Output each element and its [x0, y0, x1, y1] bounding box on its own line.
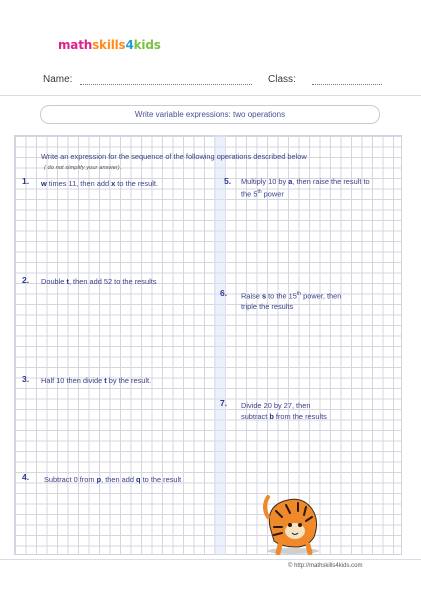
q1-mid: times 11, then add	[46, 179, 112, 188]
q2-variable-t: t	[66, 277, 69, 286]
q4-mid: , then add	[101, 475, 137, 484]
q5-pre: Multiply 10 by	[241, 177, 289, 186]
q4-pre: Subtract 0 from	[44, 475, 97, 484]
q3-pre: Half 10 then divide	[41, 376, 105, 385]
q1-post: to the result.	[115, 179, 158, 188]
logo-part-math: math	[58, 38, 93, 52]
question-3-number: 3.	[22, 374, 30, 384]
q6-superscript: th	[296, 291, 302, 297]
question-1-text	[41, 178, 158, 189]
question-6-text	[241, 289, 341, 312]
question-2-number: 2.	[22, 275, 30, 285]
q1-variable-w: w	[41, 179, 47, 188]
q6-post: power, then	[301, 291, 342, 301]
class-label: Class:	[268, 74, 296, 85]
q5-variable-a: a	[288, 177, 293, 186]
q6-mid: to the 15	[266, 291, 297, 301]
q4-variable-q: q	[136, 475, 141, 484]
footer-divider	[0, 559, 421, 560]
logo-part-4: 4	[125, 38, 134, 52]
copyright-text: © http://mathskills4kids.com	[288, 563, 363, 569]
question-5-number: 5.	[224, 176, 232, 186]
q6-pre: Raise	[241, 291, 262, 301]
question-3-text	[41, 375, 151, 386]
name-field-line[interactable]	[80, 84, 252, 85]
logo-part-kids: kids	[133, 38, 161, 52]
q4-post: to the result	[140, 475, 182, 484]
worksheet-title: Write variable expressions: two operations	[40, 105, 380, 124]
q6-variable-s: s	[261, 291, 267, 301]
question-4-number: 4.	[22, 472, 30, 482]
q5-line2-post: power	[261, 189, 284, 199]
site-logo	[58, 38, 161, 52]
question-7-text	[241, 400, 327, 422]
q3-mid: by the result.	[106, 376, 152, 385]
question-1-number: 1.	[22, 176, 30, 186]
q7-line2-pre: subtract	[241, 412, 270, 421]
q5-superscript: th	[257, 189, 262, 195]
question-2-text	[41, 276, 156, 287]
class-field-line[interactable]	[312, 84, 382, 85]
instructions-note: ( do not simplify your answer).	[44, 165, 122, 171]
q7-variable-b: b	[269, 412, 274, 421]
q7-line2-post: from the results	[273, 412, 327, 421]
q2-pre: Double	[41, 277, 67, 286]
q2-mid: , then add 52 to the results	[68, 277, 157, 286]
q7-line1: Divide 20 by 27, then	[241, 401, 311, 410]
column-divider	[214, 135, 226, 555]
q4-variable-p: p	[96, 475, 102, 484]
q6-line2: triple the results	[241, 302, 294, 312]
q5-line2-pre: the 5	[241, 189, 258, 199]
question-4-text	[44, 474, 181, 485]
q5-post: , then raise the result to	[292, 177, 370, 186]
question-6-number: 6.	[220, 288, 228, 298]
q3-variable-t: t	[104, 376, 107, 385]
instructions-text: Write an expression for the sequence of the following operations described below	[41, 152, 307, 161]
header-divider	[0, 95, 421, 96]
name-label: Name:	[43, 74, 73, 85]
q1-variable-x: x	[111, 179, 116, 188]
logo-part-skills: skills	[92, 38, 126, 52]
tiger-illustration	[262, 487, 324, 555]
question-7-number: 7.	[220, 398, 228, 408]
question-5-text	[241, 176, 370, 199]
